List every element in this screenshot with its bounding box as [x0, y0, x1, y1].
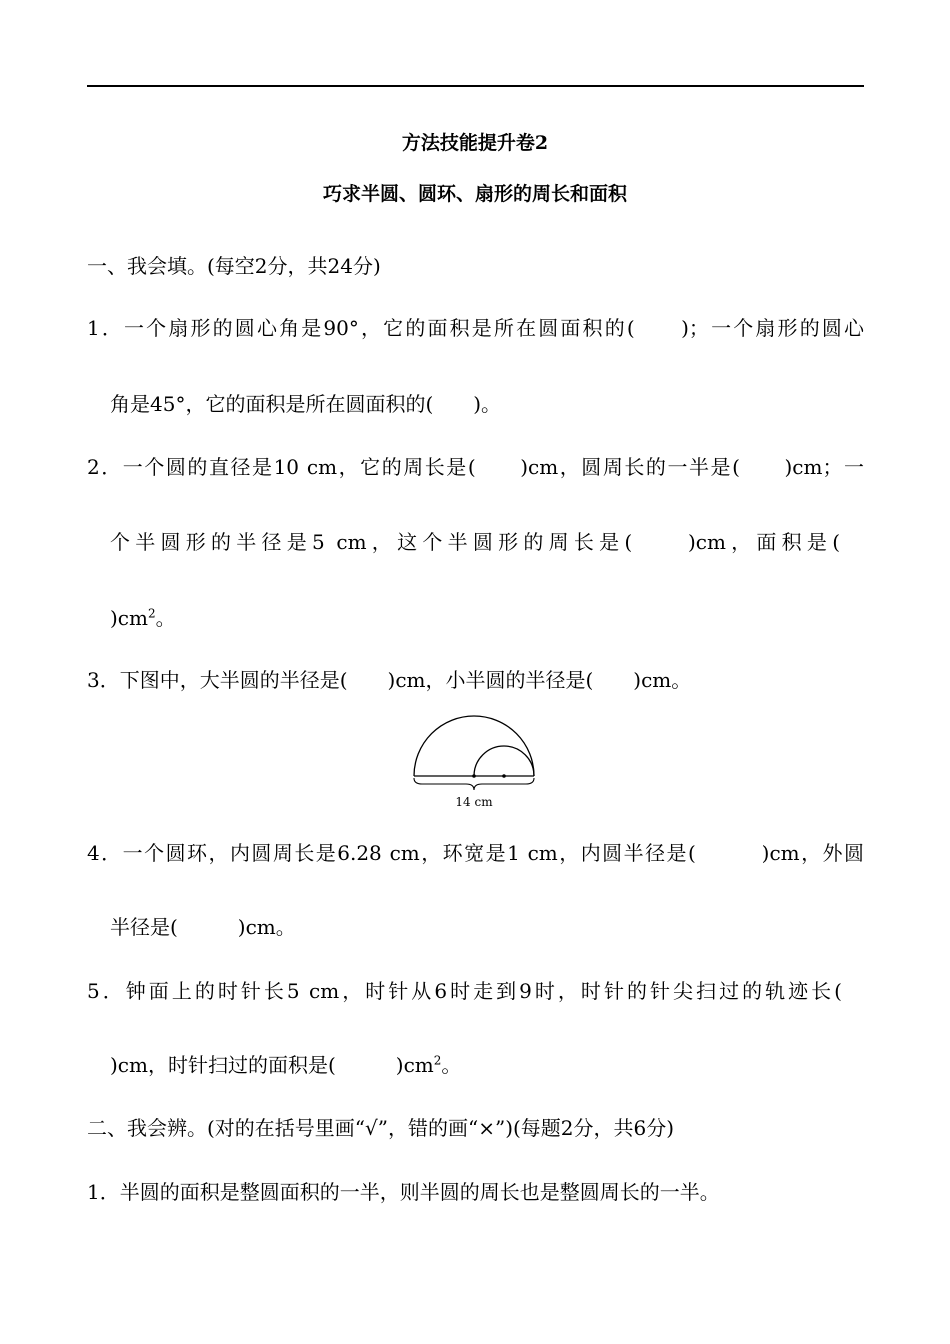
- brace: [414, 778, 534, 790]
- section1-heading: 一、我会填。(每空2分，共24分): [87, 254, 381, 278]
- figure-label: 14 cm: [455, 795, 493, 809]
- q2-line3-text: )cm: [110, 606, 148, 630]
- q2-line3-superscript: 2: [147, 606, 156, 621]
- q2-line1: 2．一个圆的直径是10 cm，它的周长是( )cm，圆周长的一半是( )cm；一: [87, 455, 864, 479]
- q2-line3: [110, 604, 176, 632]
- q4-line2: 半径是( )cm。: [110, 915, 296, 939]
- large-semicircle: [414, 716, 534, 776]
- q5-line1: 5．钟面上的时针长5 cm，时针从6时走到9时，时针的针尖扫过的轨迹长(: [87, 979, 842, 1003]
- q4-line1: 4．一个圆环，内圆周长是6.28 cm，环宽是1 cm，内圆半径是( )cm，外圆: [87, 841, 864, 865]
- q3-line1: 3．下图中，大半圆的半径是( )cm，小半圆的半径是( )cm。: [87, 668, 692, 692]
- s2-q1: 1．半圆的面积是整圆面积的一半，则半圆的周长也是整圆周长的一半。: [87, 1180, 720, 1204]
- q5-line2-end: 。: [441, 1053, 462, 1077]
- q1-line2: 角是45°，它的面积是所在圆面积的( )。: [110, 392, 502, 416]
- small-semicircle: [474, 746, 534, 776]
- q5-line2-text: )cm，时针扫过的面积是( )cm: [110, 1053, 434, 1077]
- page-subtitle: 巧求半圆、圆环、扇形的周长和面积: [322, 183, 627, 205]
- q5-line2: [110, 1051, 461, 1079]
- q2-line2: 个半圆形的半径是5 cm，这个半圆形的周长是( )cm，面积是(: [110, 530, 840, 554]
- top-rule: [87, 85, 864, 87]
- large-center-dot: [472, 774, 476, 778]
- q5-line2-superscript: 2: [433, 1053, 442, 1068]
- q2-line3-end: 。: [155, 606, 176, 630]
- section2-heading: 二、我会辨。(对的在括号里画“√”，错的画“×”)(每题2分，共6分): [87, 1116, 675, 1140]
- small-center-dot: [502, 774, 506, 778]
- semicircle-figure: [400, 708, 550, 812]
- q1-line1: 1．一个扇形的圆心角是90°，它的面积是所在圆面积的( )；一个扇形的圆心: [87, 316, 864, 340]
- page-title: 方法技能提升卷2: [401, 132, 549, 154]
